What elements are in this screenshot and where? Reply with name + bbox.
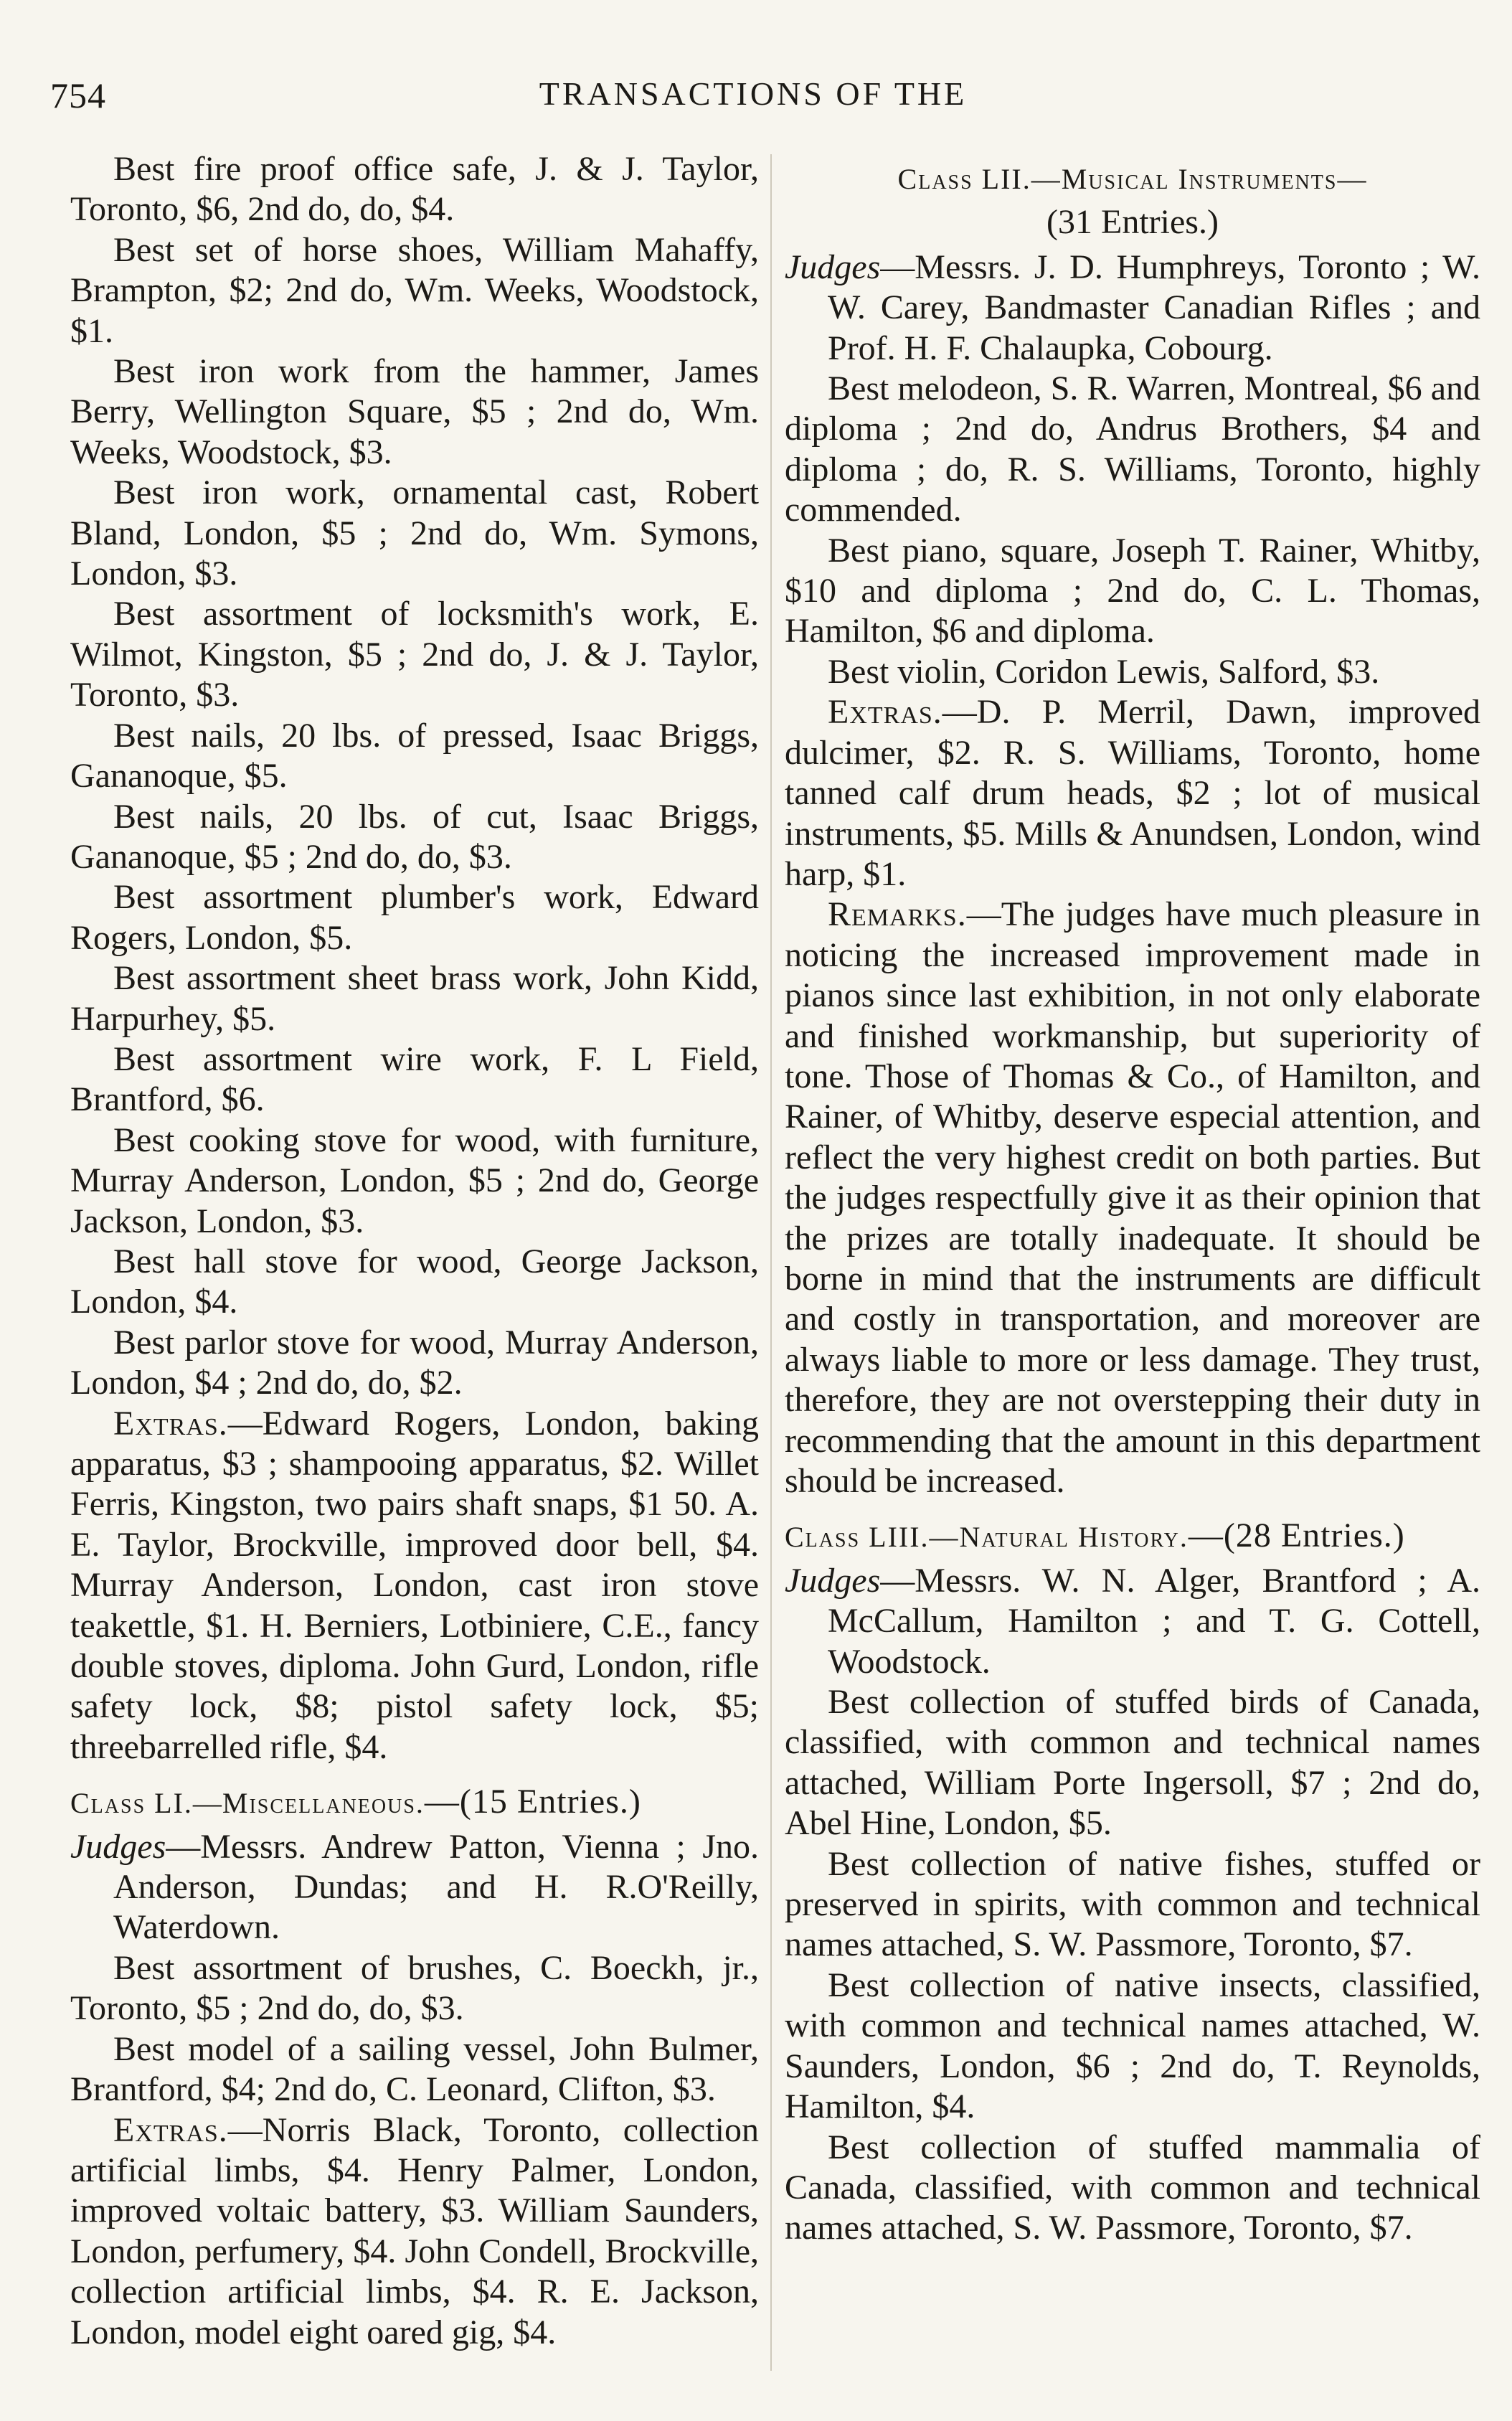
extras-label: Extras.: [113, 1404, 228, 1443]
remarks-paragraph: [785, 895, 1480, 1501]
entry-native-insects: Best collection of native insects, classified, with common and technical names attached, W. Saunders, London, $6 ; 2nd do, T. Reynolds, Hamilton, $4.: [785, 1965, 1480, 2126]
entry-piano: Best piano, square, Joseph T. Rainer, Whitby, $10 and diploma ; 2nd do, C. L. Thomas, Hamilton, $6 and diploma.: [785, 531, 1480, 651]
class-liii-name: —Natural History.: [929, 1521, 1189, 1554]
class-li-entries: —(15 Entries.): [424, 1783, 641, 1821]
class-li-heading: [70, 1782, 759, 1823]
entry-brushes: Best assortment of brushes, C. Boeckh, jr., Toronto, $5 ; 2nd do, do, $3.: [70, 1948, 759, 2028]
page-header: [50, 75, 1456, 125]
judges-label-lii: Judges: [785, 247, 881, 286]
entry-horse-shoes: Best set of horse shoes, William Mahaffy, Brampton, $2; 2nd do, Wm. Weeks, Woodstock, $1.: [70, 230, 759, 350]
left-column: [70, 149, 759, 2353]
judges-text-liii: —Messrs. W. N. Alger, Brantford ; A. McCallum, Hamilton ; and T. G. Cottell, Woodstock.: [828, 1561, 1480, 1681]
entry-cooking-stove: Best cooking stove for wood, with furniture, Murray Anderson, London, $5 ; 2nd do, George Jackson, London, $3.: [70, 1120, 759, 1240]
running-head: TRANSACTIONS OF THE: [539, 75, 968, 112]
class-liii-judges: [785, 1561, 1480, 1682]
entry-cut-nails: Best nails, 20 lbs. of cut, Isaac Briggs, Gananoque, $5 ; 2nd do, do, $3.: [70, 797, 759, 876]
judges-text-lii: —Messrs. J. D. Humphreys, Toronto ; W. W. Carey, Bandmaster Canadian Rifles ; and Prof. H. F. Chalaupka, Cobourg.: [828, 247, 1480, 367]
remarks-text: —The judges have much pleasure in noticing the increased improvement made in pianos since last exhibition, in not only elaborate and finished workmanship, but superiority of tone. Those of Thomas & Co., of Hamilton, and Rainer, of Whitby, deserve especial attention, and reflect the very highest credit on both parties. But the judges respectfully give it as their opinion that the prizes are totally inadequate. It should be borne in mind that the instruments are difficult and costly in transportation, and moreover are always liable to more or less damage. They trust, therefore, they are not overstepping their duty in recommending that the amount in this department should be increased.: [785, 895, 1480, 1500]
entry-wire-work: Best assortment wire work, F. L Field, Brantford, $6.: [70, 1039, 759, 1119]
entry-iron-work-cast: Best iron work, ornamental cast, Robert Bland, London, $5 ; 2nd do, Wm. Symons, London, $3.: [70, 473, 759, 593]
entry-stuffed-mammalia: Best collection of stuffed mammalia of Canada, classified, with common and technical names attached, S. W. Passmore, Toronto, $7.: [785, 2128, 1480, 2247]
extras-text-lii: —D. P. Merril, Dawn, improved dulcimer, $2. R. S. Williams, Toronto, home tanned calf drum heads, $2 ; lot of musical instruments, $5. Mills & Anundsen, London, wind harp, $1.: [785, 693, 1480, 893]
extras-label-2: Extras.: [113, 2110, 228, 2149]
extras-label-lii: Extras.: [828, 693, 942, 732]
entry-stuffed-birds: Best collection of stuffed birds of Canada, classified, with common and technical names attached, William Porte Ingersoll, $7 ; 2nd do, Abel Hine, London, $5.: [785, 1683, 1480, 1843]
entry-iron-work-hammer: Best iron work from the hammer, James Berry, Wellington Square, $5 ; 2nd do, Wm. Weeks, Woodstock, $3.: [70, 352, 759, 471]
entry-plumber-work: Best assortment plumber's work, Edward Rogers, London, $5.: [70, 878, 759, 957]
judges-label: Judges: [70, 1827, 166, 1866]
column-divider: [770, 154, 772, 2371]
entry-violin: Best violin, Coridon Lewis, Salford, $3.: [828, 652, 1380, 691]
class-lii-entries: (31 Entries.): [1046, 203, 1219, 242]
entry-locksmith-work: Best assortment of locksmith's work, E. Wilmot, Kingston, $5 ; 2nd do, J. & J. Taylor, Toronto, $3.: [70, 595, 759, 714]
class-liii-heading: [785, 1516, 1480, 1557]
entry-fire-proof-safe: Best fire proof office safe, J. & J. Taylor, Toronto, $6, 2nd do, do, $4.: [70, 150, 759, 229]
class-li-dash: —: [192, 1787, 222, 1820]
entry-melodeon: Best melodeon, S. R. Warren, Montreal, $6 and diploma ; 2nd do, Andrus Brothers, $4 and diploma ; do, R. S. Williams, Toronto, highly commended.: [785, 369, 1480, 529]
class-lii-judges: [785, 247, 1480, 369]
extras-text-2: —Norris Black, Toronto, collection artificial limbs, $4. Henry Palmer, London, improved voltaic battery, $3. William Saunders, London, perfumery, $4. John Condell, Brockville, collection artificial limbs, $4. R. E. Jackson, London, model eight oared gig, $4.: [70, 2110, 759, 2351]
extras-paragraph-lii: [785, 692, 1480, 895]
class-li-label: Class LI.: [70, 1787, 193, 1820]
class-liii-label: Class LIII.: [785, 1521, 930, 1554]
judges-text: —Messrs. Andrew Patton, Vienna ; Jno. Anderson, Dundas; and H. R.O'Reilly, Waterdown.: [113, 1827, 759, 1947]
class-li-name: Miscellaneous.: [222, 1787, 425, 1820]
entry-hall-stove: Best hall stove for wood, George Jackson, London, $4.: [70, 1242, 759, 1321]
extras-paragraph: [70, 1404, 759, 1768]
page-number: 754: [50, 75, 106, 115]
entry-parlor-stove: Best parlor stove for wood, Murray Anderson, London, $4 ; 2nd do, do, $2.: [70, 1323, 759, 1402]
entry-native-fishes: Best collection of native fishes, stuffed or preserved in spirits, with common and technical names attached, S. W. Passmore, Toronto, $7.: [785, 1844, 1480, 1964]
class-lii-heading: [785, 159, 1480, 199]
judges-label-liii: Judges: [785, 1561, 881, 1600]
entry-pressed-nails: Best nails, 20 lbs. of pressed, Isaac Briggs, Gananoque, $5.: [70, 716, 759, 796]
class-li-judges: [70, 1827, 759, 1948]
entry-sheet-brass: Best assortment sheet brass work, John Kidd, Harpurhey, $5.: [70, 959, 759, 1038]
class-lii-label: Class LII.: [897, 163, 1031, 195]
right-column: [785, 149, 1480, 2249]
extras-paragraph-2: [70, 2110, 759, 2353]
remarks-label: Remarks.: [828, 895, 967, 934]
class-liii-entries: —(28 Entries.): [1188, 1516, 1405, 1555]
entry-sailing-vessel: Best model of a sailing vessel, John Bulmer, Brantford, $4; 2nd do, C. Leonard, Clifton, $3.: [70, 2029, 759, 2109]
class-lii-name: —Musical Instruments—: [1031, 163, 1368, 195]
extras-text: —Edward Rogers, London, baking apparatus, $3 ; shampooing apparatus, $2. Willet Ferris, Kingston, two pairs shaft snaps, $1 50. A. E. Taylor, Brockville, improved door bell, $4. Murray Anderson, London, cast iron stove teakettle, $1. H. Berniers, Lotbiniere, C.E., fancy double stoves, diploma. John Gurd, London, rifle safety lock, $8; pistol safety lock, $5; threebarrelled rifle, $4.: [70, 1404, 759, 1766]
